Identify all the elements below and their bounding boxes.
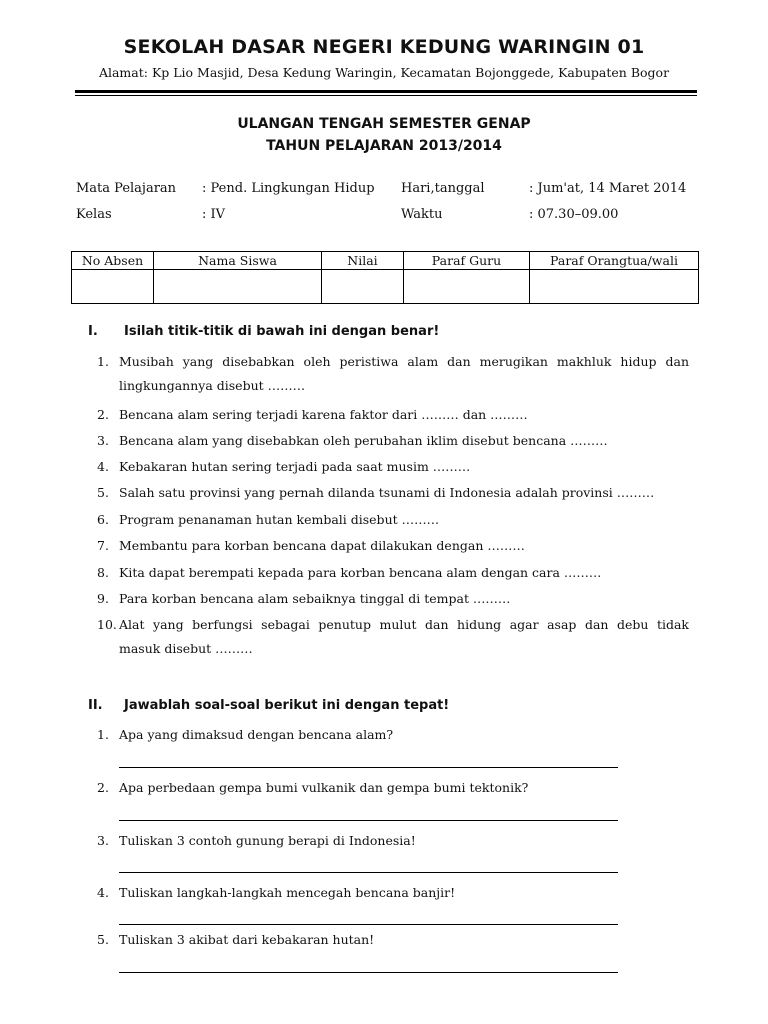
item-number: 2. (97, 407, 109, 422)
essay-number: 2. (97, 780, 109, 795)
section-2-number: II. (88, 698, 103, 713)
item-text: Membantu para korban bencana dapat dilakukan dengan ……… (119, 538, 525, 553)
essay-number: 4. (97, 885, 109, 900)
class-label: Kelas (76, 207, 112, 222)
list-item (97, 538, 689, 553)
exam-title: ULANGAN TENGAH SEMESTER GENAP (237, 116, 531, 132)
day-label: Hari,tanggal (401, 181, 485, 196)
item-text: Salah satu provinsi yang pernah dilanda tsunami di Indonesia adalah provinsi ……… (119, 485, 655, 500)
col-paraf-orangtua: Paraf Orangtua/wali (530, 252, 699, 270)
list-item (97, 433, 689, 448)
item-number: 7. (97, 538, 109, 553)
cell-nilai[interactable] (322, 270, 404, 304)
section-1-heading (88, 324, 439, 339)
item-number: 9. (97, 591, 109, 606)
cell-paraf-orangtua[interactable] (530, 270, 699, 304)
score-table (71, 251, 699, 304)
time-label: Waktu (401, 207, 443, 222)
item-number: 8. (97, 565, 109, 580)
essay-question (97, 727, 393, 742)
col-nama-siswa: Nama Siswa (154, 252, 322, 270)
score-table-row (72, 270, 699, 304)
subject-label: Mata Pelajaran (76, 181, 177, 196)
col-nilai: Nilai (322, 252, 404, 270)
answer-line[interactable] (119, 972, 618, 973)
item-text: Kebakaran hutan sering terjadi pada saat musim ……… (119, 459, 471, 474)
essay-question (97, 833, 416, 848)
section-1-number: I. (88, 324, 98, 339)
cell-no-absen[interactable] (72, 270, 154, 304)
section-2-instruction: Jawablah soal-soal berikut ini dengan tepat! (124, 698, 450, 713)
answer-line[interactable] (119, 767, 618, 768)
item-text-cont: masuk disebut ……… (119, 641, 253, 656)
list-item (97, 459, 689, 474)
col-paraf-guru: Paraf Guru (404, 252, 530, 270)
item-text: Bencana alam yang disebabkan oleh perubahan iklim disebut bencana ……… (119, 433, 608, 448)
class-value: : IV (202, 207, 226, 222)
list-item (97, 485, 689, 500)
section-2-heading (88, 698, 449, 713)
score-table-header-row (72, 252, 699, 270)
cell-paraf-guru[interactable] (404, 270, 530, 304)
answer-line[interactable] (119, 820, 618, 821)
essay-number: 5. (97, 932, 109, 947)
essay-text: Apa yang dimaksud dengan bencana alam? (119, 727, 394, 742)
item-number: 10. (97, 617, 117, 632)
item-text: Kita dapat berempati kepada para korban bencana alam dengan cara ……… (119, 565, 602, 580)
list-item (97, 591, 689, 606)
list-item (97, 407, 689, 422)
item-number: 1. (97, 354, 109, 369)
list-item (97, 354, 689, 393)
subject-value: : Pend. Lingkungan Hidup (202, 181, 375, 196)
essay-text: Tuliskan langkah-langkah mencegah bencana banjir! (119, 885, 456, 900)
item-number: 6. (97, 512, 109, 527)
list-item (97, 617, 689, 656)
section-1-instruction: Isilah titik-titik di bawah ini dengan benar! (124, 324, 440, 339)
header-rule-thin (75, 95, 697, 96)
item-number: 5. (97, 485, 109, 500)
col-no-absen: No Absen (72, 252, 154, 270)
answer-line[interactable] (119, 872, 618, 873)
essay-text: Tuliskan 3 contoh gunung berapi di Indonesia! (119, 833, 416, 848)
essay-text: Tuliskan 3 akibat dari kebakaran hutan! (119, 932, 375, 947)
item-number: 3. (97, 433, 109, 448)
item-text: Para korban bencana alam sebaiknya tinggal di tempat ……… (119, 591, 511, 606)
list-item (97, 565, 689, 580)
item-text: Musibah yang disebabkan oleh peristiwa alam dan merugikan makhluk hidup dan (119, 354, 689, 369)
item-text: Alat yang berfungsi sebagai penutup mulut dan hidung agar asap dan debu tidak (119, 617, 689, 632)
essay-question (97, 885, 455, 900)
essay-number: 3. (97, 833, 109, 848)
time-value: : 07.30–09.00 (529, 207, 619, 222)
answer-line[interactable] (119, 924, 618, 925)
cell-nama-siswa[interactable] (154, 270, 322, 304)
item-text: Program penanaman hutan kembali disebut ……… (119, 512, 440, 527)
essay-number: 1. (97, 727, 109, 742)
day-value: : Jum'at, 14 Maret 2014 (529, 181, 687, 196)
header-rule-thick (75, 90, 697, 93)
list-item (97, 512, 689, 527)
exam-year: TAHUN PELAJARAN 2013/2014 (266, 138, 502, 154)
essay-question (97, 780, 528, 795)
school-name: SEKOLAH DASAR NEGERI KEDUNG WARINGIN 01 (123, 36, 645, 58)
item-text-cont: lingkungannya disebut ……… (119, 378, 306, 393)
essay-question (97, 932, 374, 947)
item-text: Bencana alam sering terjadi karena faktor dari ……… dan ……… (119, 407, 528, 422)
item-number: 4. (97, 459, 109, 474)
school-address: Alamat: Kp Lio Masjid, Desa Kedung Waringin, Kecamatan Bojonggede, Kabupaten Bogor (98, 65, 670, 80)
essay-text: Apa perbedaan gempa bumi vulkanik dan gempa bumi tektonik? (119, 780, 529, 795)
